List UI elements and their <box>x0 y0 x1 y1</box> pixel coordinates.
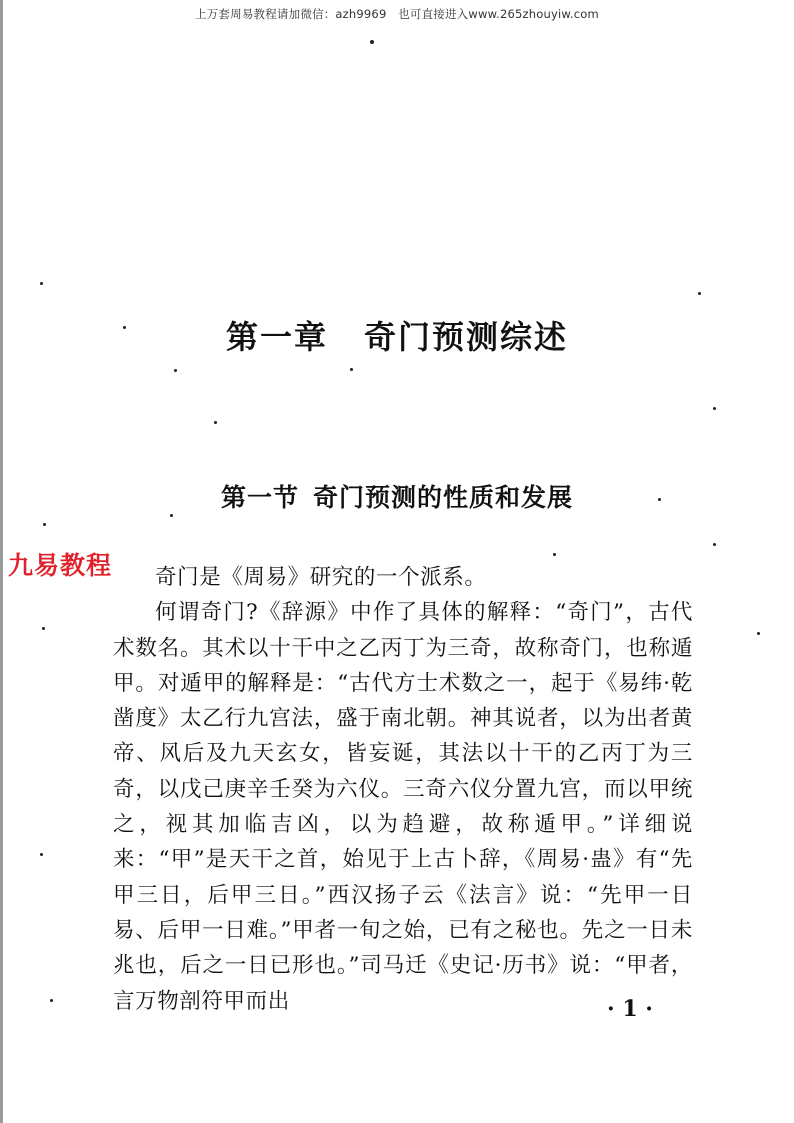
body-text <box>113 560 693 1019</box>
scan-speck <box>350 368 353 371</box>
scan-speck <box>370 40 374 44</box>
scan-speck <box>43 523 46 526</box>
page-number: · 1 · <box>607 996 653 1022</box>
scan-speck <box>214 421 217 424</box>
scan-speck <box>42 627 45 630</box>
scan-speck <box>170 514 173 517</box>
paragraph: 何谓奇门?《辞源》中作了具体的解释：“奇门”，古代术数名。其术以十干中之乙丙丁为三奇，故称奇门，也称遁甲。对遁甲的解释是：“古代方士术数之一，起于《易纬·乾凿度》太乙行九宫法，盛于南北朝。神其说者，以为出者黄帝、风后及九天玄女，皆妄诞，其法以十干的乙丙丁为三奇，以戊己庚辛壬癸为六仪。三奇六仪分置九宫，而以甲统之，视其加临吉凶，以为趋避，故称遁甲。”详细说来：“甲”是天干之首，始见于上古卜辞，《周易·蛊》有“先甲三日，后甲三日。”西汉扬子云《法言》说：“先甲一日易、后甲一日难。”甲者一旬之始，已有之秘也。先之一日未兆也，后之一日已形也。”司马迁《史记·历书》说：“甲者，言万物剖符甲而出 <box>113 600 693 1014</box>
scan-speck <box>698 292 701 295</box>
scan-speck <box>40 282 43 285</box>
scan-speck <box>713 407 716 410</box>
header-note: 上万套周易教程请加微信：azh9969 也可直接进入www.265zhouyiw.com <box>195 7 599 21</box>
scan-speck <box>123 326 126 329</box>
scan-speck <box>658 498 661 501</box>
paragraph: 奇门是《周易》研究的一个派系。 <box>155 565 487 590</box>
section-label: 第一节 <box>220 483 299 512</box>
page-left-edge <box>0 0 3 1123</box>
scan-speck <box>50 999 53 1002</box>
scan-speck <box>713 543 716 546</box>
section-title-text: 奇门预测的性质和发展 <box>313 483 574 512</box>
scan-speck <box>174 369 177 372</box>
scan-speck <box>40 853 43 856</box>
chapter-label: 第一章 <box>225 318 328 356</box>
scan-speck <box>553 553 556 556</box>
chapter-heading <box>0 312 794 358</box>
scan-speck <box>757 632 760 635</box>
watermark-logo: 九易教程 <box>8 551 113 580</box>
chapter-title-text: 奇门预测综述 <box>364 318 569 356</box>
section-heading <box>0 478 794 514</box>
